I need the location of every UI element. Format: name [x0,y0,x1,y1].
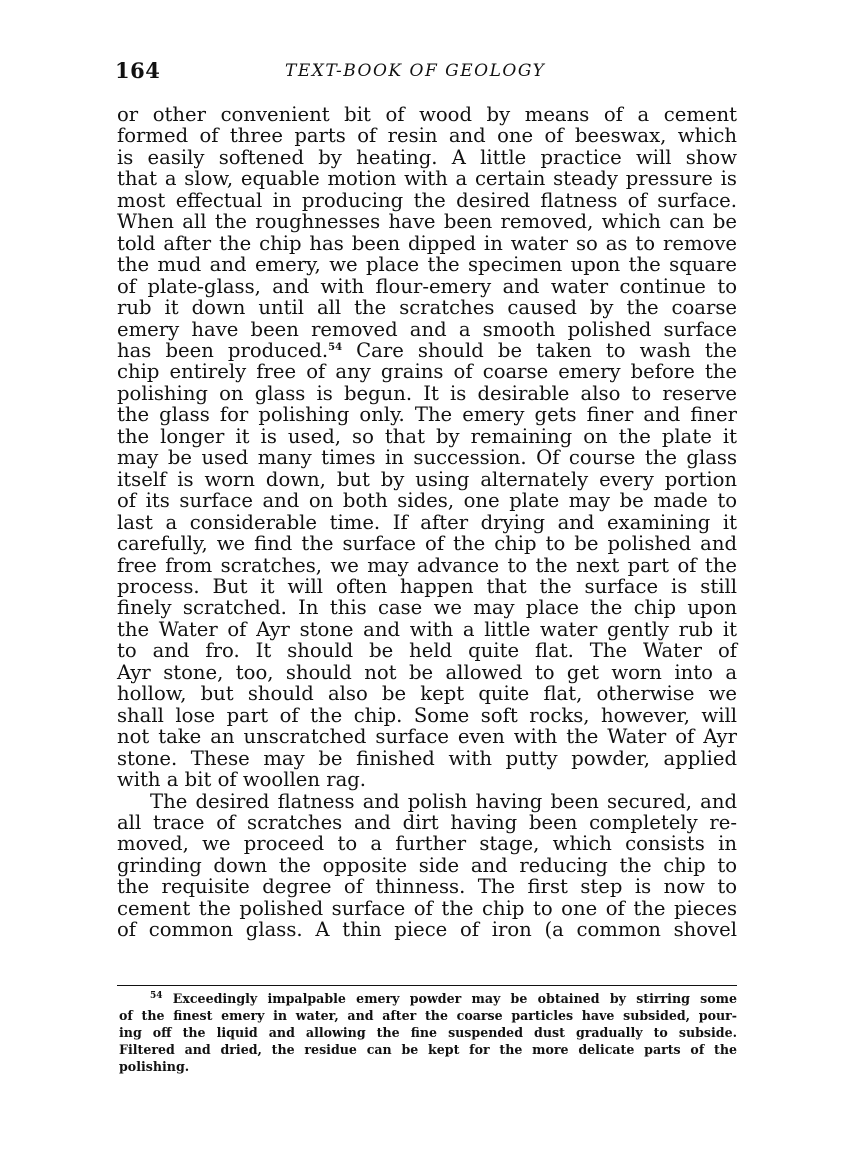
text-line: rub it down until all the scratches caused by the coarse [117,296,737,320]
page-number: 164 [115,58,161,83]
paragraph-start-line: The desired flatness and polish having been secured, and [150,789,737,813]
text-line: finely scratched. In this case we may place the chip upon [117,596,737,620]
footnote-marker: 54 [150,991,163,1001]
footnote-text: Exceedingly impalpable emery powder may be obtained by stirring some [162,991,737,1006]
text-line: to and fro. It should be held quite flat. The Water of [117,639,737,663]
text-line: moved, we proceed to a further stage, which consists in [117,832,737,856]
text-line: or other convenient bit of wood by means of a cement [117,103,737,126]
text-line: the Water of Ayr stone and with a little water gently rub it [117,617,737,641]
text-line: cement the polished surface of the chip to one of the pieces [117,896,737,920]
text-line: all trace of scratches and dirt having been completely re- [117,810,737,834]
running-title: TEXT-BOOK OF GEOLOGY [285,61,546,81]
text-line: the longer it is used, so that by remaining on the plate it [117,424,737,448]
text-segment: has been produced. [117,338,329,362]
text-line: is easily softened by heating. A little practice will show [117,145,737,169]
text-line: of its surface and on both sides, one plate may be made to [117,489,737,513]
text-line: the glass for polishing only. The emery gets finer and finer [117,403,737,427]
text-line: may be used many times in succession. Of course the glass [117,446,737,470]
text-line: free from scratches, we may advance to the next part of the [117,553,737,577]
text-line: chip entirely free of any grains of coarse emery before the [117,360,737,384]
text-line: most effectual in producing the desired flatness of surface. [117,188,737,212]
running-head [115,58,735,88]
text-line: last a considerable time. If after drying and examining it [117,510,737,534]
text-line: not take an unscratched surface even with the Water of Ayr [117,725,737,749]
text-line: the requisite degree of thinness. The first step is now to [117,875,737,899]
footnote-line: Filtered and dried, the residue can be kept for the more delicate parts of the [119,1042,737,1058]
text-line: of common glass. A thin piece of iron (a common shovel [117,918,737,942]
footnote-line [119,990,737,1007]
text-line: formed of three parts of resin and one of beeswax, which [117,124,737,148]
text-line: itself is worn down, but by using alternately every portion [117,467,737,491]
text-line: process. But it will often happen that the surface is still [117,574,737,598]
text-segment: Care should be taken to wash the [342,338,738,362]
text-line: hollow, but should also be kept quite flat, otherwise we [117,682,737,706]
text-line: the mud and emery, we place the specimen upon the square [117,253,737,277]
text-line: carefully, we find the surface of the chip to be polished and [117,532,737,556]
text-line: Ayr stone, too, should not be allowed to get worn into a [117,660,737,684]
text-line: told after the chip has been dipped in water so as to remove [117,231,737,255]
text-line: of plate-glass, and with flour-emery and water continue to [117,274,737,298]
footnote [119,990,737,1075]
footnote-divider [117,985,737,986]
body-text [117,104,737,941]
text-line: that a slow, equable motion with a certain steady pressure is [117,167,737,191]
footnote-line: ing off the liquid and allowing the fine suspended dust gradually to subside. [119,1025,737,1041]
footnote-line: of the finest emery in water, and after the coarse particles have subsided, pour- [119,1008,737,1024]
paragraph-end-line: with a bit of woollen rag. [117,768,367,792]
text-line: emery have been removed and a smooth polished surface [117,317,737,341]
footnote-reference[interactable]: 54 [328,341,343,353]
text-line: shall lose part of the chip. Some soft rocks, however, will [117,703,737,727]
text-line: When all the roughnesses have been removed, which can be [117,210,737,234]
text-line: stone. These may be finished with putty powder, applied [117,746,737,770]
text-line: polishing on glass is begun. It is desirable also to reserve [117,381,737,405]
footnote-line: polishing. [119,1059,190,1075]
text-line: grinding down the opposite side and reducing the chip to [117,853,737,877]
text-line-with-footnote-ref [117,340,737,361]
